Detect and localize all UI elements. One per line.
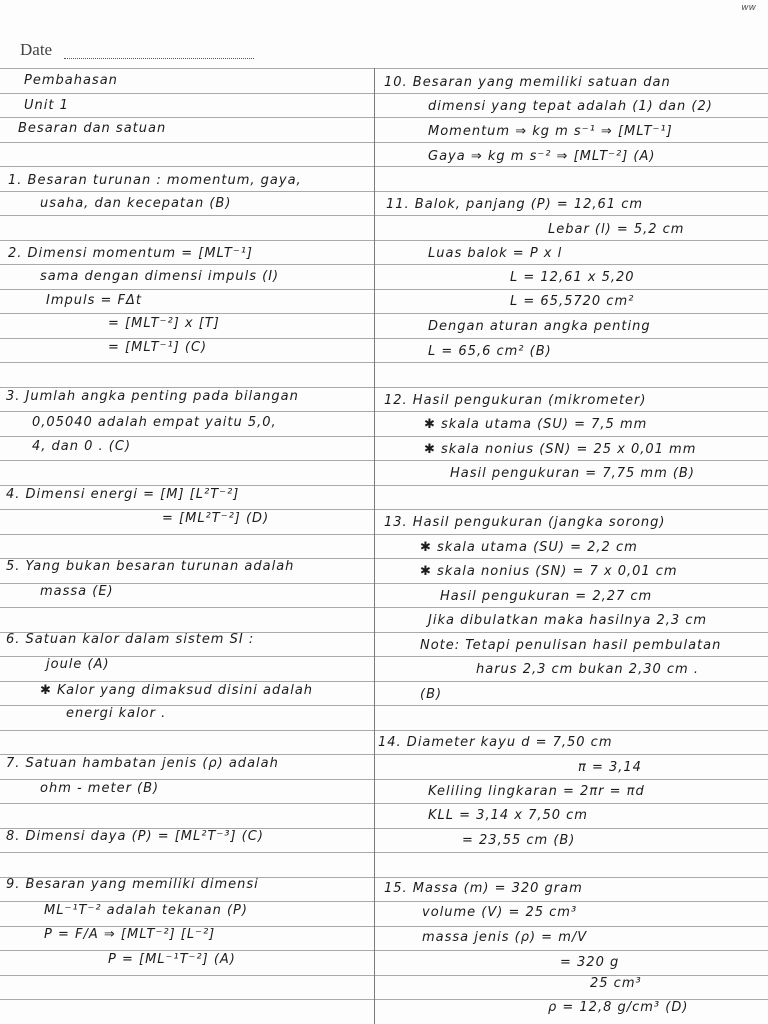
title-line-1: Pembahasan <box>24 73 118 88</box>
q7-line-2: ohm - meter (B) <box>40 781 160 796</box>
ruled-line <box>0 534 768 535</box>
title-line-3: Besaran dan satuan <box>18 121 167 136</box>
q9-line-1: 9. Besaran yang memiliki dimensi <box>6 877 259 892</box>
q9-line-2: ML⁻¹T⁻² adalah tekanan (P) <box>44 903 248 918</box>
q4-line-1: 4. Dimensi energi = [M] [L²T⁻²] <box>6 487 240 502</box>
q10-line-2: dimensi yang tepat adalah (1) dan (2) <box>428 99 713 114</box>
q2-line-1: 2. Dimensi momentum = [MLT⁻¹] <box>8 246 253 261</box>
q10-line-1: 10. Besaran yang memiliki satuan dan <box>384 75 671 90</box>
ruled-line <box>0 215 768 216</box>
q15-line-3: massa jenis (ρ) = m/V <box>422 930 588 945</box>
ruled-line <box>0 264 768 265</box>
q6-line-4: energi kalor . <box>66 706 167 721</box>
center-margin-line <box>374 68 375 1024</box>
q2-line-3: Impuls = FΔt <box>46 293 142 308</box>
ruled-line <box>0 460 768 461</box>
date-label: Date <box>20 40 53 59</box>
q13-line-3: ✱ skala nonius (SN) = 7 x 0,01 cm <box>420 564 678 579</box>
q13-line-1: 13. Hasil pengukuran (jangka sorong) <box>384 515 666 530</box>
ruled-line <box>0 803 768 804</box>
q10-line-4: Gaya ⇒ kg m s⁻² ⇒ [MLT⁻²] (A) <box>428 149 656 164</box>
q15-line-6: ρ = 12,8 g/cm³ (D) <box>548 1000 689 1015</box>
q12-line-4: Hasil pengukuran = 7,75 mm (B) <box>450 466 695 481</box>
q13-line-2: ✱ skala utama (SU) = 2,2 cm <box>420 540 638 555</box>
q12-line-3: ✱ skala nonius (SN) = 25 x 0,01 mm <box>424 442 697 457</box>
ruled-line <box>0 68 768 69</box>
q9-line-3: P = F/A ⇒ [MLT⁻²] [L⁻²] <box>44 927 216 942</box>
q11-line-5: L = 65,5720 cm² <box>510 294 635 309</box>
ruled-line <box>0 191 768 192</box>
ruled-line <box>0 509 768 510</box>
q8-line-1: 8. Dimensi daya (P) = [ML²T⁻³] (C) <box>6 829 264 844</box>
ruled-line <box>0 289 768 290</box>
q15-line-4: = 320 g <box>560 955 620 970</box>
q11-line-6: Dengan aturan angka penting <box>428 319 651 334</box>
q2-line-4: = [MLT⁻²] x [T] <box>108 316 220 331</box>
ruled-line <box>0 362 768 363</box>
q6-line-2: joule (A) <box>46 657 110 672</box>
ruled-line <box>0 411 768 412</box>
ruled-line <box>0 852 768 853</box>
ruled-line <box>0 313 768 314</box>
q3-line-2: 0,05040 adalah empat yaitu 5,0, <box>32 415 277 430</box>
ruled-line <box>0 117 768 118</box>
q7-line-1: 7. Satuan hambatan jenis (ρ) adalah <box>6 756 279 771</box>
q12-line-2: ✱ skala utama (SU) = 7,5 mm <box>424 417 648 432</box>
ruled-line <box>0 583 768 584</box>
q15-line-1: 15. Massa (m) = 320 gram <box>384 881 583 896</box>
ruled-line <box>0 607 768 608</box>
ruled-line <box>0 240 768 241</box>
q11-line-2: Lebar (l) = 5,2 cm <box>548 222 685 237</box>
q2-line-5: = [MLT⁻¹] (C) <box>108 340 208 355</box>
q13-line-6: Note: Tetapi penulisan hasil pembulatan <box>420 638 722 653</box>
q1-line-2: usaha, dan kecepatan (B) <box>40 196 232 211</box>
q13-line-4: Hasil pengukuran = 2,27 cm <box>440 589 653 604</box>
ruled-line <box>0 730 768 731</box>
q12-line-1: 12. Hasil pengukuran (mikrometer) <box>384 393 647 408</box>
q6-line-1: 6. Satuan kalor dalam sistem SI : <box>6 632 255 647</box>
q9-line-4: P = [ML⁻¹T⁻²] (A) <box>108 952 236 967</box>
ruled-line <box>0 656 768 657</box>
q14-line-2: π = 3,14 <box>578 760 642 775</box>
q11-line-4: L = 12,61 x 5,20 <box>510 270 635 285</box>
q14-line-4: KLL = 3,14 x 7,50 cm <box>428 808 588 823</box>
ruled-line <box>0 93 768 94</box>
q5-line-1: 5. Yang bukan besaran turunan adalah <box>6 559 295 574</box>
q2-line-2: sama dengan dimensi impuls (I) <box>40 269 280 284</box>
ruled-line <box>0 975 768 976</box>
q15-line-5: 25 cm³ <box>590 976 642 991</box>
q13-line-7: harus 2,3 cm bukan 2,30 cm . <box>476 662 699 677</box>
q13-line-5: Jika dibulatkan maka hasilnya 2,3 cm <box>428 613 708 628</box>
q14-line-1: 14. Diameter kayu d = 7,50 cm <box>378 735 613 750</box>
q11-line-7: L = 65,6 cm² (B) <box>428 344 552 359</box>
q14-line-3: Keliling lingkaran = 2πr = πd <box>428 784 645 799</box>
q13-line-8: (B) <box>420 687 443 702</box>
q10-line-3: Momentum ⇒ kg m s⁻¹ ⇒ [MLT⁻¹] <box>428 124 673 139</box>
title-line-2: Unit 1 <box>24 98 69 113</box>
ruled-line <box>0 142 768 143</box>
q11-line-1: 11. Balok, panjang (P) = 12,61 cm <box>386 197 644 212</box>
corner-mark: ww <box>741 3 756 13</box>
q5-line-2: massa (E) <box>40 584 114 599</box>
q14-line-5: = 23,55 cm (B) <box>462 833 576 848</box>
date-line <box>64 58 254 59</box>
ruled-line <box>0 436 768 437</box>
q6-line-3: ✱ Kalor yang dimaksud disini adalah <box>40 683 314 698</box>
ruled-line <box>0 166 768 167</box>
q11-line-3: Luas balok = P x l <box>428 246 563 261</box>
q3-line-3: 4, dan 0 . (C) <box>32 439 132 454</box>
q4-line-2: = [ML²T⁻²] (D) <box>162 511 270 526</box>
q15-line-2: volume (V) = 25 cm³ <box>422 905 578 920</box>
q3-line-1: 3. Jumlah angka penting pada bilangan <box>6 389 299 404</box>
q1-line-1: 1. Besaran turunan : momentum, gaya, <box>8 173 302 188</box>
